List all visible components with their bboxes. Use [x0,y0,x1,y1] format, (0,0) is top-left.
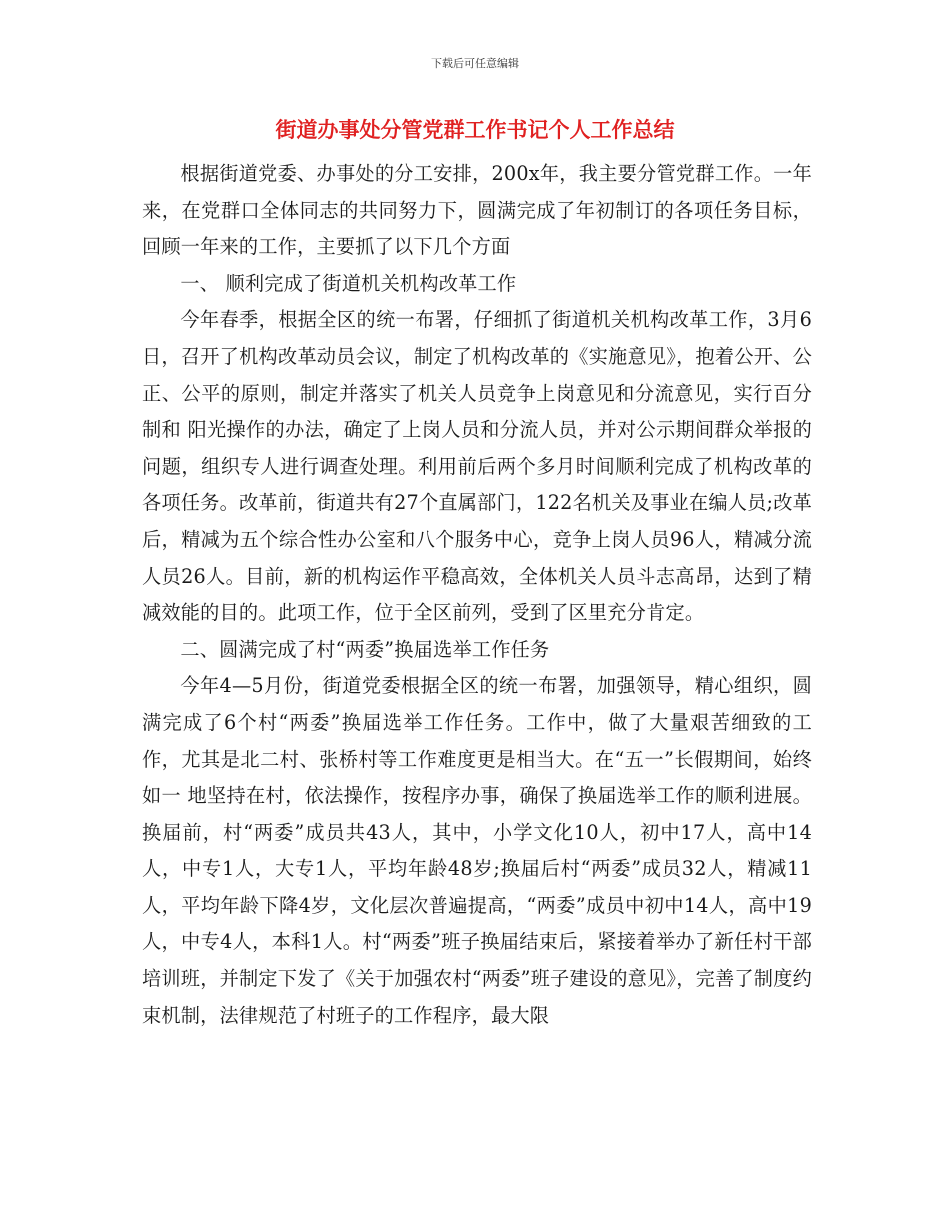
header-note: 下载后可任意编辑 [431,57,519,70]
section-heading-1: 一、 顺利完成了街道机关机构改革工作 [180,271,517,295]
section-heading-2: 二、圆满完成了村“两委”换届选举工作任务 [180,637,550,661]
paragraph-election: 今年4—5月份，街道党委根据全区的统一布署，加强领导，精心组织，圆满完成了6个村“两委”换届选举工作任务。工作中，做了大量艰苦细致的工作，尤其是北二村、张桥村等工作难度更是相当大。在“五一”长假期间，始终如一 地坚持在村，依法操作，按程序办事，确保了换届选举工作的顺利进展。换届前，村“两委”成员共43人，其中，小学文化10人，初中17人，高中14人，中专1人，大专1人，平均年龄48岁;换届后村“两委”成员32人，精减11人，平均年龄下降4岁，文化层次普遍提高，“两委”成员中初中14人，高中19人，中专4人，本科1人。村“两委”班子换届结束后，紧接着举办了新任村干部培训班，并制定下发了《关于加强农村“两委”班子建设的意见》，完善了制度约束机制，法律规范了村班子的工作程序，最大限 [142,674,812,1027]
paragraph-intro: 根据街道党委、办事处的分工安排，200x年，我主要分管党群工作。一年来，在党群口全体同志的共同努力下，圆满完成了年初制订的各项任务目标，回顾一年来的工作，主要抓了以下几个方面 [142,162,812,259]
document-title: 街道办事处分管党群工作书记个人工作总结 [275,118,675,142]
document-body [142,156,812,1034]
paragraph-reform: 今年春季，根据全区的统一布署，仔细抓了街道机关机构改革工作，3月6日，召开了机构改革动员会议，制定了机构改革的《实施意见》，抱着公开、公正、公平的原则，制定并落实了机关人员竞争上岗意见和分流意见，实行百分制和 阳光操作的办法，确定了上岗人员和分流人员，并对公示期间群众举报的问题，组织专人进行调查处理。利用前后两个多月时间顺利完成了机构改革的各项任务。改革前，街道共有27个直属部门，122名机关及事业在编人员;改革后，精减为五个综合性办公室和八个服务中心，竞争上岗人员96人，精减分流人员26人。目前，新的机构运作平稳高效，全体机关人员斗志高昂，达到了精减效能的目的。此项工作，位于全区前列，受到了区里充分肯定。 [142,308,812,625]
